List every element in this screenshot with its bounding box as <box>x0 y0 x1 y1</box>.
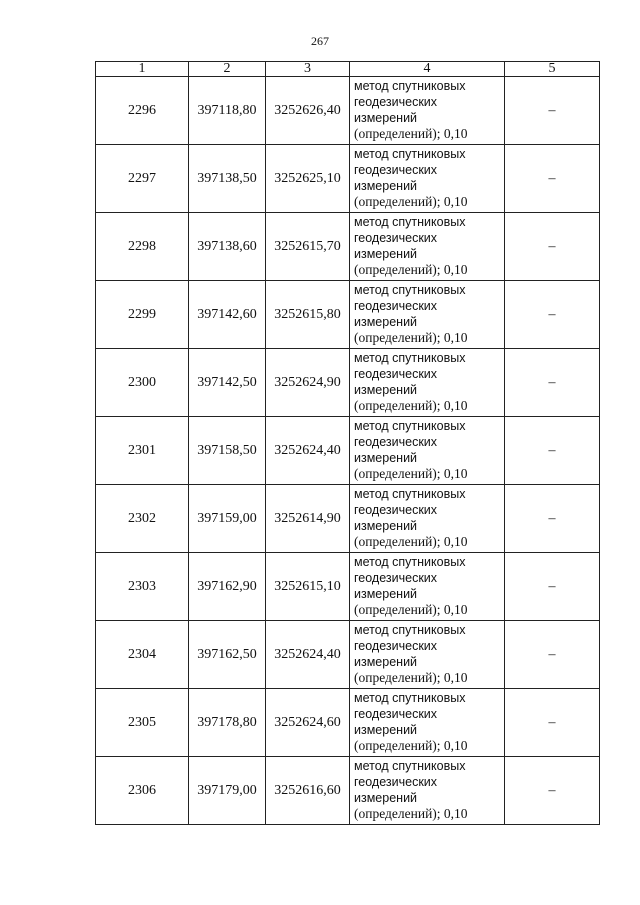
column-header-3: 3 <box>266 62 350 77</box>
y-coordinate-cell: 3252615,70 <box>266 213 350 281</box>
y-coordinate-cell: 3252624,90 <box>266 349 350 417</box>
point-number-cell: 2303 <box>96 553 189 621</box>
point-number-cell: 2305 <box>96 689 189 757</box>
method-text-line: измерений <box>354 383 418 397</box>
table-row <box>96 621 600 689</box>
method-cell <box>350 553 505 621</box>
method-cell <box>350 145 505 213</box>
table-row <box>96 553 600 621</box>
method-cell <box>350 757 505 825</box>
method-text-line: измерений <box>354 587 418 601</box>
point-number-cell: 2302 <box>96 485 189 553</box>
y-coordinate-cell: 3252625,10 <box>266 145 350 213</box>
method-text-line: геодезических <box>354 95 438 109</box>
method-text-line: измерений <box>354 723 418 737</box>
column-5-cell: – <box>505 553 600 621</box>
y-coordinate-cell: 3252615,80 <box>266 281 350 349</box>
column-header-1: 1 <box>96 62 189 77</box>
table-row <box>96 213 600 281</box>
table-row <box>96 689 600 757</box>
method-text-line: (определений); 0,10 <box>354 126 468 141</box>
point-number-cell: 2301 <box>96 417 189 485</box>
method-cell <box>350 213 505 281</box>
method-text-line: измерений <box>354 519 418 533</box>
method-text-line: (определений); 0,10 <box>354 262 468 277</box>
x-coordinate-cell: 397178,80 <box>189 689 266 757</box>
method-text-line: (определений); 0,10 <box>354 466 468 481</box>
method-text-line: измерений <box>354 451 418 465</box>
method-text-line: (определений); 0,10 <box>354 398 468 413</box>
method-text-line: измерений <box>354 791 418 805</box>
point-number-cell: 2300 <box>96 349 189 417</box>
method-text-line: измерений <box>354 179 418 193</box>
y-coordinate-cell: 3252624,40 <box>266 621 350 689</box>
method-text-line: метод спутниковых <box>354 147 466 161</box>
column-5-cell: – <box>505 621 600 689</box>
method-text-line: (определений); 0,10 <box>354 194 468 209</box>
y-coordinate-cell: 3252624,40 <box>266 417 350 485</box>
x-coordinate-cell: 397118,80 <box>189 77 266 145</box>
method-text-line: метод спутниковых <box>354 215 466 229</box>
table-header-row <box>96 62 600 77</box>
column-5-cell: – <box>505 417 600 485</box>
column-header-2: 2 <box>189 62 266 77</box>
method-text-line: метод спутниковых <box>354 555 466 569</box>
method-text-line: измерений <box>354 111 418 125</box>
point-number-cell: 2306 <box>96 757 189 825</box>
method-text-line: метод спутниковых <box>354 283 466 297</box>
method-text-line: геодезических <box>354 299 438 313</box>
x-coordinate-cell: 397138,50 <box>189 145 266 213</box>
method-text-line: геодезических <box>354 163 438 177</box>
method-cell <box>350 77 505 145</box>
column-header-5: 5 <box>505 62 600 77</box>
x-coordinate-cell: 397142,50 <box>189 349 266 417</box>
method-text-line: (определений); 0,10 <box>354 806 468 821</box>
method-text-line: (определений); 0,10 <box>354 330 468 345</box>
method-text-line: (определений); 0,10 <box>354 534 468 549</box>
x-coordinate-cell: 397158,50 <box>189 417 266 485</box>
method-text-line: (определений); 0,10 <box>354 670 468 685</box>
table-row <box>96 145 600 213</box>
y-coordinate-cell: 3252626,40 <box>266 77 350 145</box>
column-5-cell: – <box>505 145 600 213</box>
method-text-line: геодезических <box>354 435 438 449</box>
method-cell <box>350 621 505 689</box>
x-coordinate-cell: 397142,60 <box>189 281 266 349</box>
method-text-line: измерений <box>354 315 418 329</box>
point-number-cell: 2299 <box>96 281 189 349</box>
method-text-line: геодезических <box>354 231 438 245</box>
method-cell <box>350 349 505 417</box>
table-body <box>96 77 600 825</box>
coordinates-table <box>95 61 600 825</box>
table-row <box>96 757 600 825</box>
point-number-cell: 2296 <box>96 77 189 145</box>
column-5-cell: – <box>505 349 600 417</box>
method-text-line: измерений <box>354 655 418 669</box>
method-cell <box>350 417 505 485</box>
method-text-line: метод спутниковых <box>354 691 466 705</box>
method-text-line: геодезических <box>354 639 438 653</box>
column-5-cell: – <box>505 213 600 281</box>
point-number-cell: 2298 <box>96 213 189 281</box>
method-text-line: метод спутниковых <box>354 487 466 501</box>
table-row <box>96 77 600 145</box>
y-coordinate-cell: 3252615,10 <box>266 553 350 621</box>
table-row <box>96 485 600 553</box>
method-text-line: геодезических <box>354 503 438 517</box>
y-coordinate-cell: 3252616,60 <box>266 757 350 825</box>
method-text-line: геодезических <box>354 367 438 381</box>
method-text-line: метод спутниковых <box>354 759 466 773</box>
method-text-line: метод спутниковых <box>354 419 466 433</box>
x-coordinate-cell: 397162,90 <box>189 553 266 621</box>
x-coordinate-cell: 397162,50 <box>189 621 266 689</box>
method-text-line: геодезических <box>354 571 438 585</box>
method-text-line: геодезических <box>354 775 438 789</box>
y-coordinate-cell: 3252614,90 <box>266 485 350 553</box>
table-row <box>96 281 600 349</box>
point-number-cell: 2297 <box>96 145 189 213</box>
table-row <box>96 417 600 485</box>
column-header-4: 4 <box>350 62 505 77</box>
method-cell <box>350 281 505 349</box>
column-5-cell: – <box>505 77 600 145</box>
column-5-cell: – <box>505 757 600 825</box>
point-number-cell: 2304 <box>96 621 189 689</box>
column-5-cell: – <box>505 689 600 757</box>
method-text-line: метод спутниковых <box>354 351 466 365</box>
column-5-cell: – <box>505 281 600 349</box>
table-row <box>96 349 600 417</box>
y-coordinate-cell: 3252624,60 <box>266 689 350 757</box>
method-text-line: метод спутниковых <box>354 79 466 93</box>
x-coordinate-cell: 397159,00 <box>189 485 266 553</box>
page-number: 267 <box>311 34 329 48</box>
method-cell <box>350 689 505 757</box>
method-cell <box>350 485 505 553</box>
method-text-line: (определений); 0,10 <box>354 738 468 753</box>
x-coordinate-cell: 397138,60 <box>189 213 266 281</box>
column-5-cell: – <box>505 485 600 553</box>
x-coordinate-cell: 397179,00 <box>189 757 266 825</box>
method-text-line: геодезических <box>354 707 438 721</box>
method-text-line: (определений); 0,10 <box>354 602 468 617</box>
method-text-line: измерений <box>354 247 418 261</box>
method-text-line: метод спутниковых <box>354 623 466 637</box>
